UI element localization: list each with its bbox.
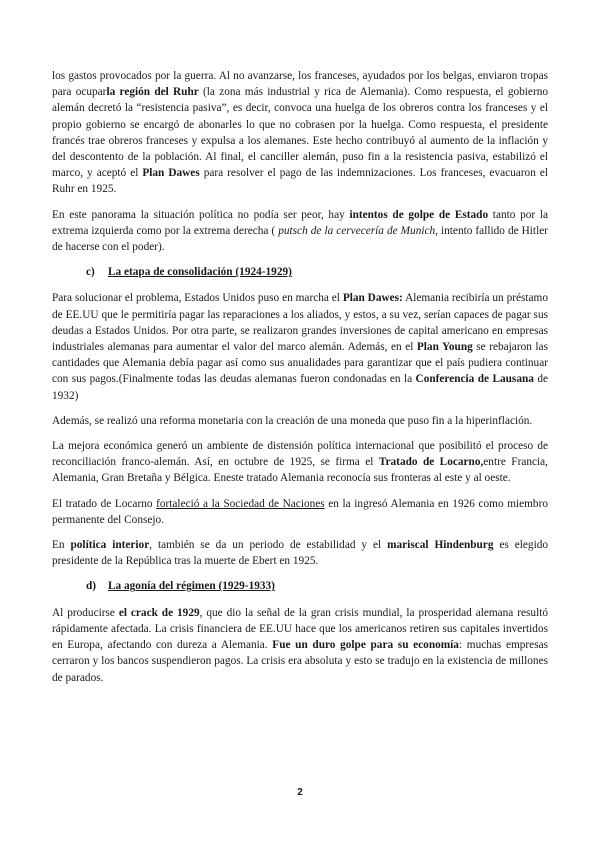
page-number: 2 [297,787,303,798]
paragraph-ruhr [52,68,548,198]
bold-term: política interior [70,539,150,552]
paragraph-crack-1929 [52,605,548,686]
text: es elegido presidente de la República tras la muerte de Ebert en 1925. [52,539,549,568]
text: , intento fallido de Hitler de hacerse con el poder). [52,224,548,254]
bold-term: Plan Dawes: [342,292,403,305]
text: El tratado de Locarno [52,497,157,510]
section-heading-d [86,578,548,594]
paragraph-sociedad-naciones [52,496,548,528]
text: Para solucionar el problema, Estados Unidos puso en marcha el [52,292,343,305]
underlined-term: fortaleció a la Sociedad de Naciones [156,497,325,510]
text: para resolver el pago de las indemnizaciones. Los franceses, evacuaron el Ruhr en 1925. [52,167,548,196]
section-letter: c) [86,266,95,279]
text: en la ingresó Alemania en 1926 como miembro permanente del Consejo. [52,497,548,526]
text: entre Francia, Alemania, Gran Bretaña y Bélgica. Eneste tratado Alemania reconocía sus fronteras al este y al oeste. [52,456,548,485]
section-title: La agonía del régimen (1929-1933) [108,580,275,593]
bold-term: Conferencia de Lausana [415,373,534,386]
text: Al producirse [52,606,119,619]
text: En [52,539,71,552]
paragraph-reforma-monetaria: Además, se realizó una reforma monetaria con la creación de una moneda que puso fin a la hiperinflación. [52,414,533,427]
text: , también se da un periodo de estabilidad y el [149,539,388,552]
text: Alemania recibiría un préstamo de EE.UU que le permitiría pagar las reparaciones a los aliados, y estos, a su vez, serían capaces de pagar sus deudas a Estados Unidos. Por otra parte, se realizaron grandes inversiones de capital americano en empresas industriales alemanas para aumentar el valor del marco alemán. Además, en el [52,292,548,354]
paragraph-locarno [52,438,548,487]
bold-term: Plan Dawes [142,167,200,180]
bold-term: la región del Ruhr [106,86,199,99]
document-page [52,68,548,695]
text: La mejora económica generó un ambiente de distensión política internacional que posibilitó el proceso de reconciliación franco-alemán. Así, en octubre de 1925, se firma el [52,440,548,469]
section-heading-c [86,264,548,280]
paragraph-politica-interior [52,537,548,569]
text: En este panorama la situación política no podía ser peor, hay [52,208,350,221]
text: (la zona más industrial y rica de Alemania). Como respuesta, el gobierno alemán decretó la “resistencia pasiva”, es decir, convoca una huelga de los obreros contra los franceses y el propio gobierno se encargó de abonarles lo que no cobrasen por la huelga. Como respuesta, el presidente francés trae obreros franceses y expulsa a los alemanes. Este hecho contribuyó al aumento de la inflación y del descontento de la población. Al final, el canciller alemán, puso fin a la resistencia pasiva, estabilizó el marco, y aceptó el [52,86,548,180]
bold-term: intentos de golpe de Estado [349,208,489,221]
text: , que dio la señal de la gran crisis mundial, la prosperidad alemana resultó rápidamente afectada. La crisis financiera de EE.UU hace que los americanos retiren sus capitales invertidos en Europa, afectando con dureza a Alemania. [52,606,548,652]
section-title: La etapa de consolidación (1924-1929) [108,266,292,279]
text: : muchas empresas cerraron y los bancos suspendieron pagos. La crisis era absoluta y esto se tradujo en la existencia de millones de parados. [52,639,549,684]
text: de 1932) [52,373,548,402]
text: tanto por la extrema izquierda como por la extrema derecha ( [52,208,548,237]
section-letter: d) [86,580,97,593]
bold-term: el crack de 1929 [118,606,200,619]
paragraph-plan-dawes [52,290,548,403]
text: los gastos provocados por la guerra. Al no avanzarse, los franceses, ayudados por los belgas, enviaron tropas para ocupar [52,70,548,99]
bold-term: Fue un duro golpe para su economía [272,639,459,652]
bold-term: mariscal Hindenburg [387,539,494,552]
text: se rebajaron las cantidades que Alemania debía pagar así como sus anualidades para garantizar que el país pudiera continuar con sus pagos.(Finalmente todas las deudas alemanas fueron condonadas en la [52,341,548,386]
bold-term: Tratado de Locarno, [378,456,484,469]
italic-term: putsch de la cervecería de Munich [278,224,436,237]
bold-term: Plan Young [416,341,473,354]
paragraph-golpe-estado [52,207,548,256]
